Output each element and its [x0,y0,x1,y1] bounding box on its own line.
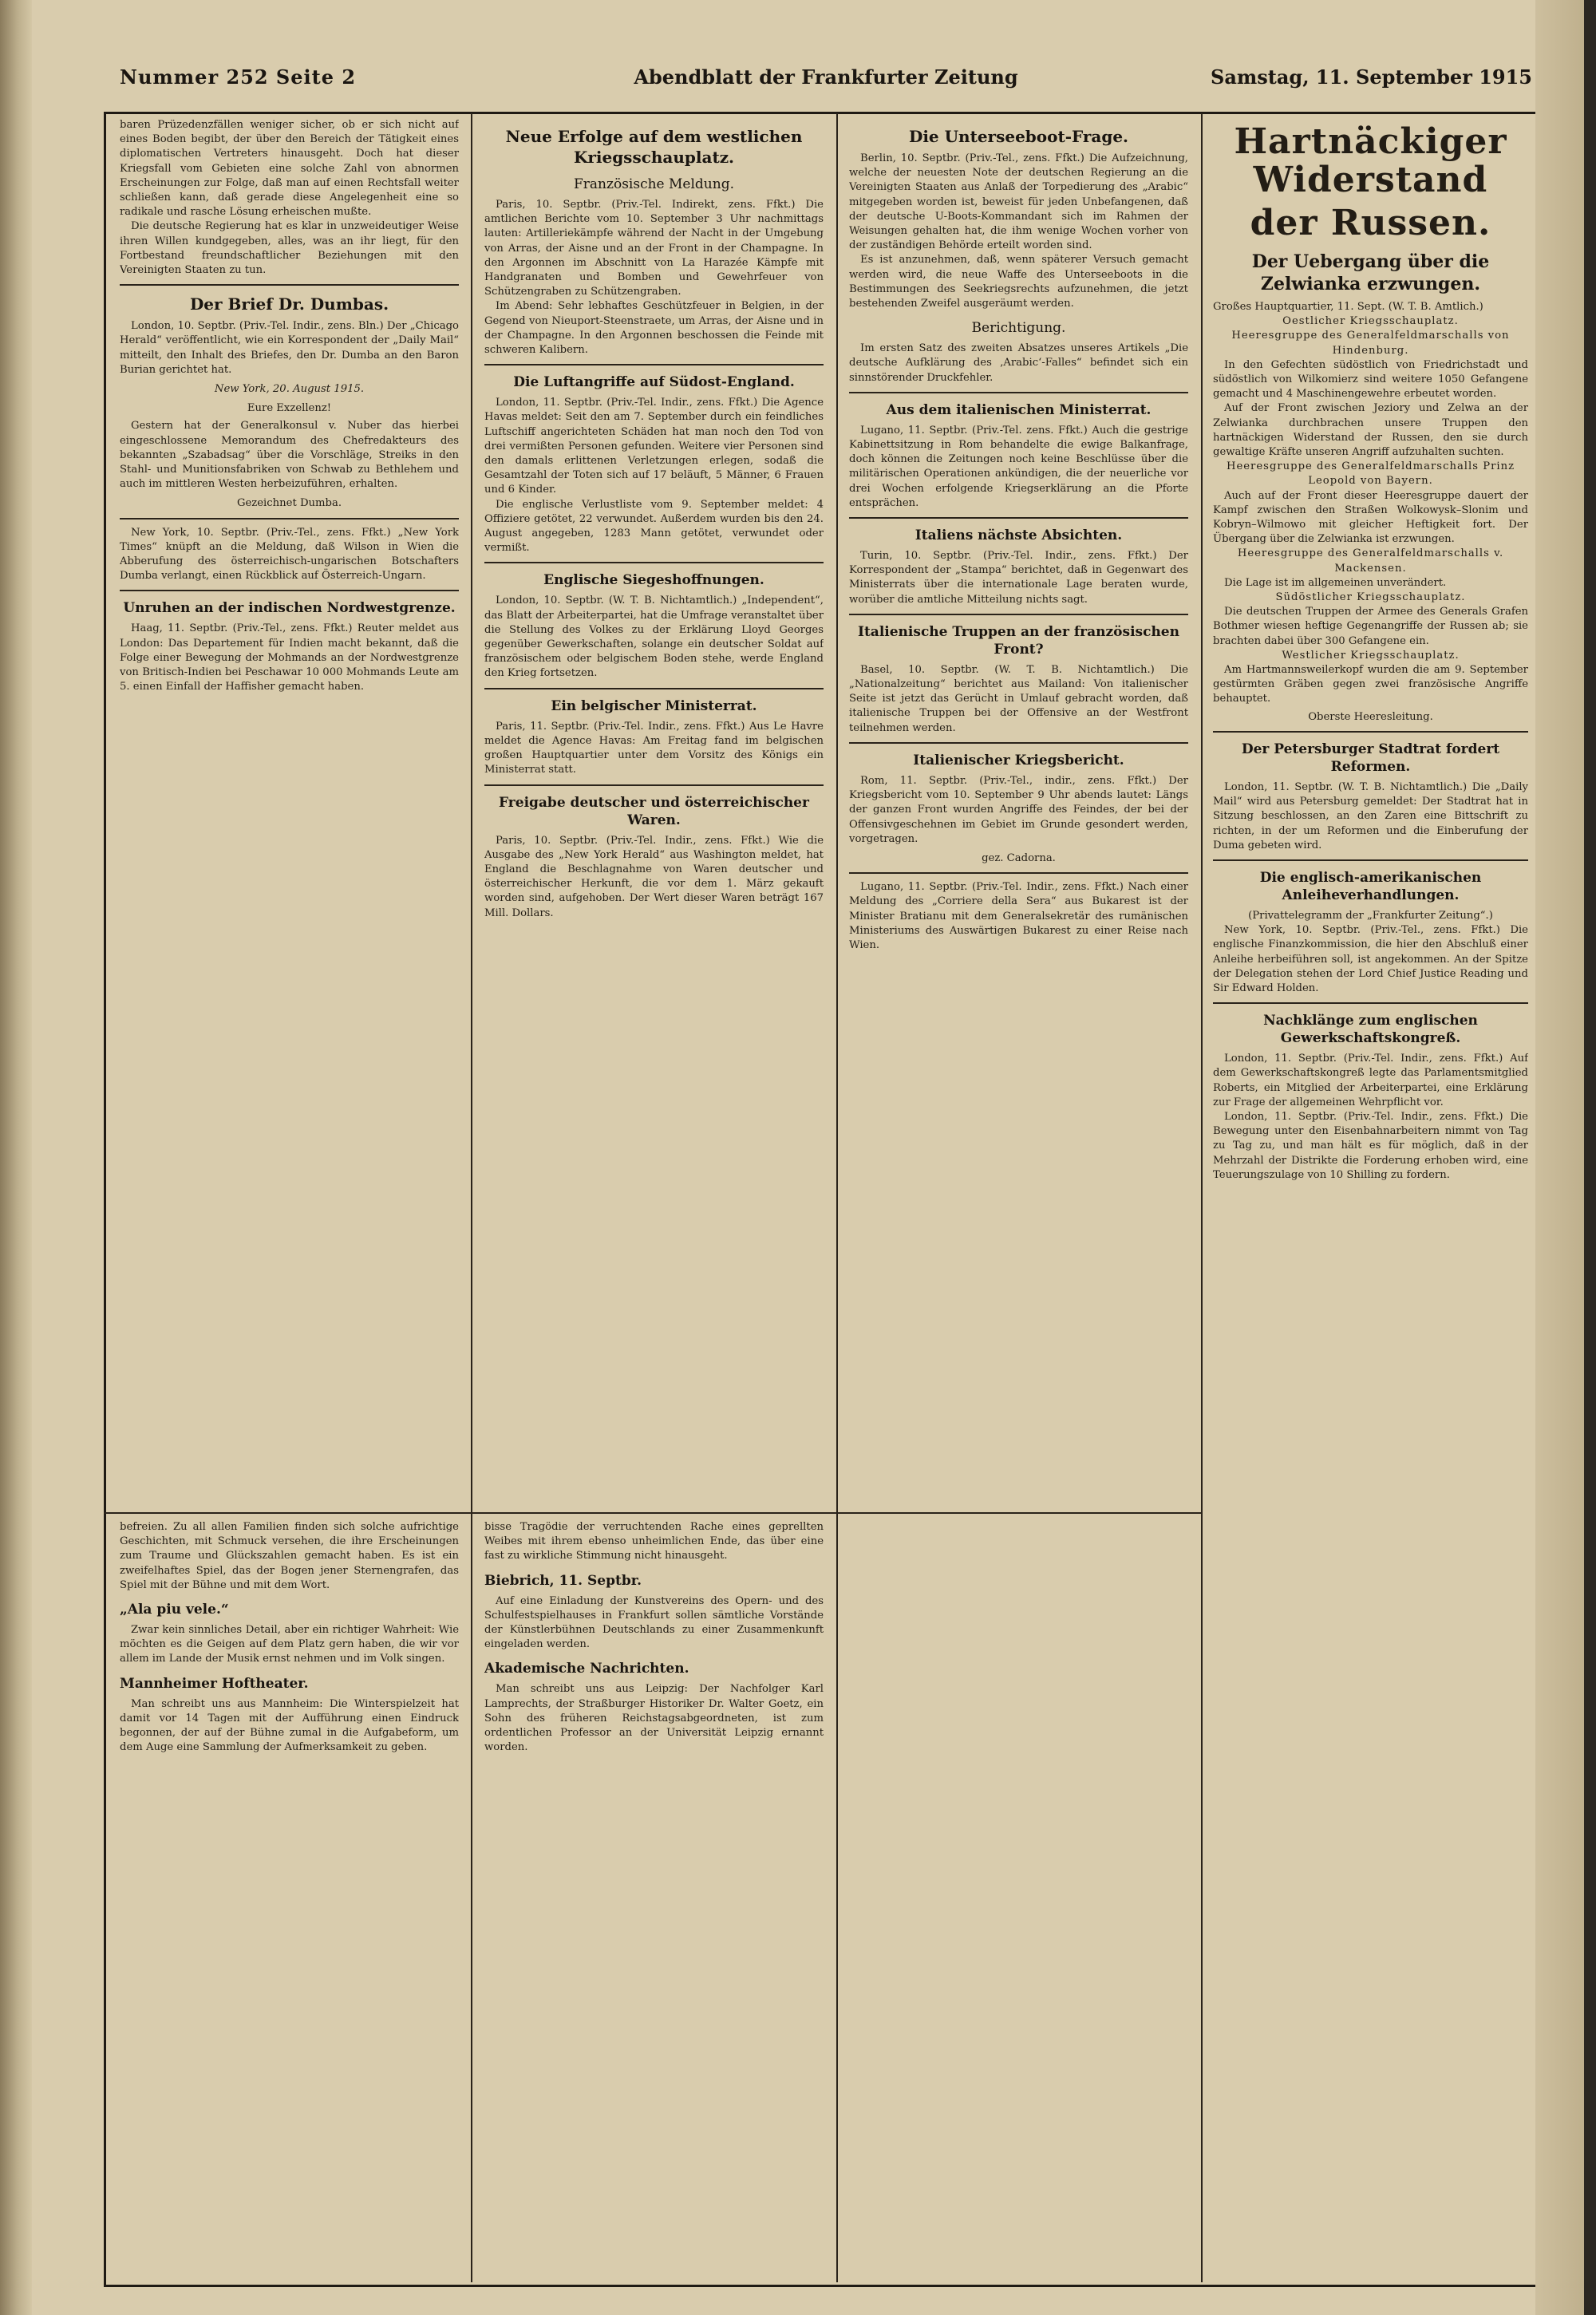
article-text: London, 10. Septbr. (W. T. B. Nichtamtlich.) „Independent“, das Blatt der Arbeiterpartei, hat die Umfrage veranstaltet über die Stellung des Volkes zu der Erklärung Lloyd Georges gegenüber Gewerkschaften, solange ein deutscher Soldat auf französischem oder belgischem Boden stehe, werde England den Krieg fortsetzen. [484,595,824,680]
article-text: London, 11. Septbr. (W. T. B. Nichtamtlich.) Die „Daily Mail“ wird aus Petersburg gemeldet: Der Stadtrat hat in Sitzung beschlossen, an den Zaren eine Bittschrift zu richten, in der um Reformen und die Einberufung der Duma gebeten wird. [1213,780,1528,851]
article-text: Es ist anzunehmen, daß, wenn späterer Versuch gemacht werden wird, die neue Waffe des Unterseeboots in die Bestimmungen des Seekriegsrechts aufzunehmen, die jetzt bestehenden Zweifel ausgeräumt werden. [849,254,1188,310]
signature: gez. Cadorna. [982,851,1056,864]
article-text: Paris, 10. Septbr. (Priv.-Tel. Indir., zens. Ffkt.) Wie die Ausgabe des „New York Herald“ aus Washington meldet, hat England die Beschlagnahme von Waren deutscher und österreichischer Herkunft, die vor dem 1. März gekauft worden sind, aufgehoben. Der Wert dieser Waren beträgt 167 Mill. Dollars. [484,834,824,919]
main-subheadline: Der Uebergang über die Zelwianka erzwungen. [1251,251,1490,294]
headline-siegeshoffnungen: Englische Siegeshoffnungen. [543,572,764,589]
headline-freigabe: Freigabe deutscher und österreichischer Waren. [499,794,809,828]
dateline: London, 10. Septbr. (Priv.-Tel. Indir., zens. Bln.) Der „Chicago Herald“ veröffentlicht, wie ein Korrespondent der „Daily Mail“ mitteilt, den Inhalt des Briefes, den Dr. Dumba an den Baron Burian gerichtet hat. [120,320,459,376]
article-text: Im Abend: Sehr lebhaftes Geschützfeuer in Belgien, in der Gegend von Nieuport-Steenstraete, um Arras, der Aisne und in der Champagne. In den Argonnen beschossen die Feinde mit schweren Kalibern. [484,300,824,357]
article-text: Turin, 10. Septbr. (Priv.-Tel. Indir., zens. Ffkt.) Der Korrespondent der „Stampa“ berichtet, daß in Gegenwart des Ministerrats über die internationale Lage beraten wurde, worüber die amtliche Mitteilung nichts sagt. [849,550,1188,606]
divider [120,590,459,591]
headline-petersburg: Der Petersburger Stadtrat fordert Reformen. [1241,741,1500,775]
masthead [120,65,1532,101]
dateline: New York, 10. Septbr. (Priv.-Tel., zens. Ffkt.) „New York Times“ knüpft an die Meldung, daß Wilson in Wien die Abberufung des österreichisch-ungarischen Botschafters Dumba verlangt, einen Rückblick auf Österreich-Ungarn. [120,526,459,583]
army-group: Heeresgruppe des Generalfeldmarschalls v. Mackensen. [1237,547,1504,575]
divider [1213,731,1528,733]
headline-anleihe: Die englisch-amerikanischen Anleiheverhandlungen. [1259,869,1482,903]
article-text: Rom, 11. Septbr. (Priv.-Tel., indir., zens. Ffkt.) Der Kriegsbericht vom 10. September 9 Uhr abends lautet: Längs der ganzen Front wurden Angriffe des Feindes, der bei der Offensivgeschehnen im Gebiet im Grunde gesondert werden, vorgetragen. [849,774,1188,845]
column-rule [836,113,838,2282]
article-text: Auf der Front zwischen Jeziory und Zelwa an der Zelwianka durchbrachen unsere Truppen den hartnäckigen Widerstand der Russen, den sie durch gewaltige Kräfte unseren Angriff aufzuhalten suchten. [1213,402,1528,459]
feuilleton-heading: Akademische Nachrichten. [484,1661,689,1677]
signature: Oberste Heeresleitung. [1308,710,1433,723]
divider [120,284,459,286]
feuilleton-column-2 [484,1520,824,2278]
article-text: Paris, 10. Septbr. (Priv.-Tel. Indirekt, zens. Ffkt.) Die amtlichen Berichte vom 10. September 3 Uhr nachmittags lauten: Artilleriekämpfe während der Nacht in der Umgebung von Arras, der Aisne und an der Front in der Champagne. In den Argonnen im Abschnitt von La Harazée Kämpfe mit Handgranaten und Bomben und Gewehrfeuer von Schützengraben zu Schützengraben. [484,199,824,298]
divider [1213,859,1528,861]
feuilleton-text: befreien. Zu all allen Familien finden sich solche aufrichtige Geschichten, mit Schmuck versehen, die ihre Erscheinungen zum Traume und Glückszahlen gemacht haben. Es ist ein zweifelhaftes Spiel, das der Bogen jener Sternengrafen, das Spiel mit der Bühne und mit dem Wort. [120,1521,459,1591]
article-text: London, 11. Septbr. (Priv.-Tel. Indir., zens. Ffkt.) Die Bewegung unter den Eisenbahnarbeitern nimmt von Tag zu Tag zu, und man hält es für möglich, daß in der Mehrzahl der Distrikte die Forderung erhoben wird, eine Teuerungszulage von 10 Shilling zu fordern. [1213,1110,1528,1181]
article-text: Am Hartmannsweilerkopf wurden die am 9. September gestürmten Gräben gegen zwei französische Angriffe behauptet. [1213,664,1528,705]
section-heading: Westlicher Kriegsschauplatz. [1282,649,1460,662]
dateline: Großes Hauptquartier, 11. Sept. (W. T. B. Amtlich.) [1213,301,1483,313]
column-4 [1213,118,1528,2273]
headline-italiens-absichten: Italiens nächste Absichten. [915,527,1123,544]
feuilleton-text: Man schreibt uns aus Leipzig: Der Nachfolger Karl Lamprechts, der Straßburger Historiker Dr. Walter Goetz, ein Sohn des früheren Reichstagsabgeordneten, ist zum ordentlichen Professor an der Universität Leipzig ernannt worden. [484,1683,824,1754]
letter-salutation: Eure Exzellenz! [247,402,332,415]
headline-dumba: Der Brief Dr. Dumbas. [189,294,389,314]
article-text: Basel, 10. Septbr. (W. T. B. Nichtamtlich.) Die „Nationalzeitung“ berichtet aus Mailand: Von italienischer Seite ist jetzt das Gerücht in Umlauf gebracht worden, daß italienische Truppen bei der Offensive an der Westfront teilnehmen werden. [849,663,1188,734]
army-group: Heeresgruppe des Generalfeldmarschalls Prinz Leopold von Bayern. [1226,460,1515,488]
article-text: London, 11. Septbr. (Priv.-Tel. Indir., zens. Ffkt.) Auf dem Gewerkschaftskongreß legte das Parlamentsmitglied Roberts, ein Mitglied der Arbeiterpartei, eine Erklärung zur Frage der allgemeinen Wehrpflicht vor. [1213,1053,1528,1108]
feuilleton-text: bisse Tragödie der verruchtenden Rache eines geprellten Weibes mit ihrem ebenso unheimlichen Ende, das über eine fast zu wirkliche Stimmung nicht hinausgeht. [484,1521,824,1562]
headline-berichtigung: Berichtigung. [971,320,1066,337]
army-group: Heeresgruppe des Generalfeldmarschalls von Hindenburg. [1231,330,1510,357]
divider [484,562,824,563]
headline-westfront: Neue Erfolge auf dem westlichen Kriegsschauplatz. [505,127,803,167]
section-heading: Oestlicher Kriegsschauplatz. [1282,315,1459,328]
article-text: Berlin, 10. Septbr. (Priv.-Tel., zens. Ffkt.) Die Aufzeichnung, welche der neuesten Note der deutschen Regierung an die Vereinigten Staaten aus Anlaß der Torpedierung des „Arabic“ mitgegeben worden ist, beweist für jeden Unbefangenen, daß der deutsche U-Boots-Kommandant sich im Rahmen der Weisungen gehalten hat, die ihm wenige Wochen vorher von der zuständigen Behörde erteilt worden sind. [849,152,1188,252]
headline-italienischer-ministerrat: Aus dem italienischen Ministerrat. [886,401,1152,418]
issue-number: Nummer 252 Seite 2 [120,65,357,89]
article-text: Die Lage ist im allgemeinen unverändert. [1224,576,1447,589]
article-text: Die englische Verlustliste vom 9. September meldet: 4 Offiziere getötet, 22 verwundet. Außerdem wurden bis den 24. August angegeben, 1283 Mann getötet, verwundet oder vermißt. [484,498,824,555]
column-1 [120,118,459,1507]
article-text: Lugano, 11. Septbr. (Priv.-Tel. zens. Ffkt.) Auch die gestrige Kabinettsitzung in Rom behandelte die ewige Balkanfrage, doch können die Zeitungen noch keine Beschlüsse über die militärischen Operationen ankündigen, die der neuerliche vor drei Wochen erfolgende Kriegserklärung an die Pforte entsprächen. [849,424,1188,509]
divider [849,614,1188,615]
divider [1213,1002,1528,1004]
article-text: New York, 10. Septbr. (Priv.-Tel., zens. Ffkt.) Die englische Finanzkommission, die hier den Abschluß einer Anleihe herbeiführen soll, ist angekommen. An der Spitze der Delegation stehen der Lord Chief Justice Reading und Sir Edward Holden. [1213,924,1528,994]
divider [120,518,459,519]
source-note: (Privattelegramm der „Frankfurter Zeitung“.) [1248,909,1493,922]
divider [484,364,824,365]
divider [484,688,824,689]
divider [849,742,1188,744]
article-text: London, 11. Septbr. (Priv.-Tel. Indir., zens. Ffkt.) Die Agence Havas meldet: Seit den am 7. September durch ein feindliches Luftschiff angerichteten Schäden hat man noch den Tod von drei vermißten Personen gefunden. Weitere vier Personen sind den damals erlittenen Verletzungen erlegen, sodaß die Gesamtzahl der Toten sich auf 17 beläuft, 5 Männer, 6 Frauen und 6 Kinder. [484,397,824,496]
divider [849,392,1188,393]
subheadline: Französische Meldung. [574,176,734,192]
divider [849,872,1188,874]
book-binding [0,0,32,2315]
divider [484,784,824,786]
main-headline: Hartnäckiger Widerstand [1234,121,1507,200]
feuilleton-text: Auf eine Einladung der Kunstvereins des Opern- und des Schulfestspielhauses in Frankfurt sollen sämtliche Vorstände der Künstlerbühnen Deutschlands zu einer Zusammenkunft eingeladen werden. [484,1594,824,1651]
section-heading: Südöstlicher Kriegsschauplatz. [1275,591,1466,604]
letter-body: Gestern hat der Generalkonsul v. Nuber das hierbei eingeschlossene Memorandum des Chefredakteurs des bekannten „Szabadsag“ über die Vorschläge, Streiks in den Stahl- und Munitionsfabriken von Schwab zu Bethlehem und auch im mittleren Westen herbeizuführen, erhalten. [120,420,459,491]
column-3 [849,118,1188,2273]
article-text: Auch auf der Front dieser Heeresgruppe dauert der Kampf zwischen den Straßen Wolkowysk–Slonim und Kobryn–Wilmowo mit gleicher Heftigkeit fort. Der Übergang über die Zelwianka ist erzwungen. [1213,489,1528,546]
feuilleton-heading: Biebrich, 11. Septbr. [484,1572,642,1589]
feuilleton-heading: „Ala piu vele.“ [120,1602,229,1618]
article-text: Lugano, 11. Septbr. (Priv.-Tel. Indir., zens. Ffkt.) Nach einer Meldung des „Corriere della Sera“ aus Bukarest ist der Minister Bratianu mit dem Generalsekretär des rumänischen Ministeriums des Auswärtigen Bukarest zu einer Reise nach Wien. [849,881,1188,951]
column-2 [484,118,824,1507]
letter-signature: Gezeichnet Dumba. [236,497,342,510]
column-rule [471,113,472,2282]
headline-kriegsbericht: Italienischer Kriegsbericht. [913,752,1124,768]
article-text: Die deutschen Truppen der Armee des Generals Grafen Bothmer wiesen heftige Gegenangriffe der Russen ab; sie brachten dabei über 300 Gefangene ein. [1213,606,1528,647]
headline-unterseeboot: Die Unterseeboot-Frage. [908,127,1129,146]
article-text: baren Prüzedenzfällen weniger sicher, ob er sich nicht auf eines Boden begibt, der über den Bereich der Tätigkeit eines diplomatischen Vertreters hinausgeht. Doch hat dieser Kriegsfall vom Gebieten eine solche Zahl von abnormen Erscheinungen zur Folge, daß man auf einen Rechtsfall weiter schließen kann, daß gerade diese Angelegenheit eine so radikale und rasche Lösung erheischen mußte. [120,119,459,219]
feuilleton-heading: Mannheimer Hoftheater. [120,1675,309,1692]
headline-gewerkschaft: Nachklänge zum englischen Gewerkschaftskongreß. [1263,1013,1478,1047]
headline-ministerrat-belgien: Ein belgischer Ministerrat. [551,697,757,714]
newspaper-title: Abendblatt der Frankfurter Zeitung [634,65,1018,89]
issue-date: Samstag, 11. September 1915 [1210,65,1532,89]
headline-luftangriffe: Die Luftangriffe auf Südost-England. [513,374,795,391]
headline-italienische-truppen: Italienische Truppen an der französischen Front? [858,623,1179,658]
article-text: Die deutsche Regierung hat es klar in unzweideutiger Weise ihren Willen kundgegeben, alles, was an ihr liegt, für den Fortbestand freundschaftlicher Beziehungen mit den Vereinigten Staaten zu tun. [120,220,459,277]
article-text: Paris, 11. Septbr. (Priv.-Tel. Indir., zens. Ffkt.) Aus Le Havre meldet die Agence Havas: Am Freitag fand im belgischen großen Hauptquartier unter dem Vorsitz des Königs ein Ministerrat statt. [484,720,824,776]
article-text: Im ersten Satz des zweiten Absatzes unseres Artikels „Die deutsche Aufklärung des ‚Arabic‘-Falles“ befindet sich ein sinnstörender Druckfehler. [849,342,1188,384]
article-text: In den Gefechten südöstlich von Friedrichstadt und südöstlich von Wilkomierz sind weitere 1050 Gefangene gemacht und 4 Maschinengewehre erbeutet worden. [1213,358,1528,401]
feuilleton-column-1 [120,1520,459,2278]
divider [849,517,1188,519]
main-headline: der Russen. [1250,203,1491,243]
dateline: Haag, 11. Septbr. (Priv.-Tel., zens. Ffkt.) Reuter meldet aus London: Das Departement für Indien macht bekannt, daß die Folge einer Bewegung der Mohmands an der Nordwestgrenze von Britisch-Indien bei Peschawar 10 000 Mohmands Leute am 5. einen Einfall der Haffisher gemacht haben. [120,622,459,693]
headline-indien: Unruhen an der indischen Nordwestgrenze. [123,600,456,617]
page-edge [1535,0,1584,2315]
letter-place: New York, 20. August 1915. [214,383,365,396]
feuilleton-text: Zwar kein sinnliches Detail, aber ein richtiger Wahrheit: Wie möchten es die Geigen auf dem Platz gern haben, die wir vor allem im Lande der Musik ernst nehmen und im Volk singen. [120,1624,459,1665]
feuilleton-text: Man schreibt uns aus Mannheim: Die Winterspielzeit hat damit vor 14 Tagen mit der Aufführung einen Eindruck begonnen, der auf der Bühne zumal in die Aufgabeform, um dem Auge eine Sammlung der Aufmerksamkeit zu geben. [120,1697,459,1754]
column-rule [1201,113,1203,2282]
